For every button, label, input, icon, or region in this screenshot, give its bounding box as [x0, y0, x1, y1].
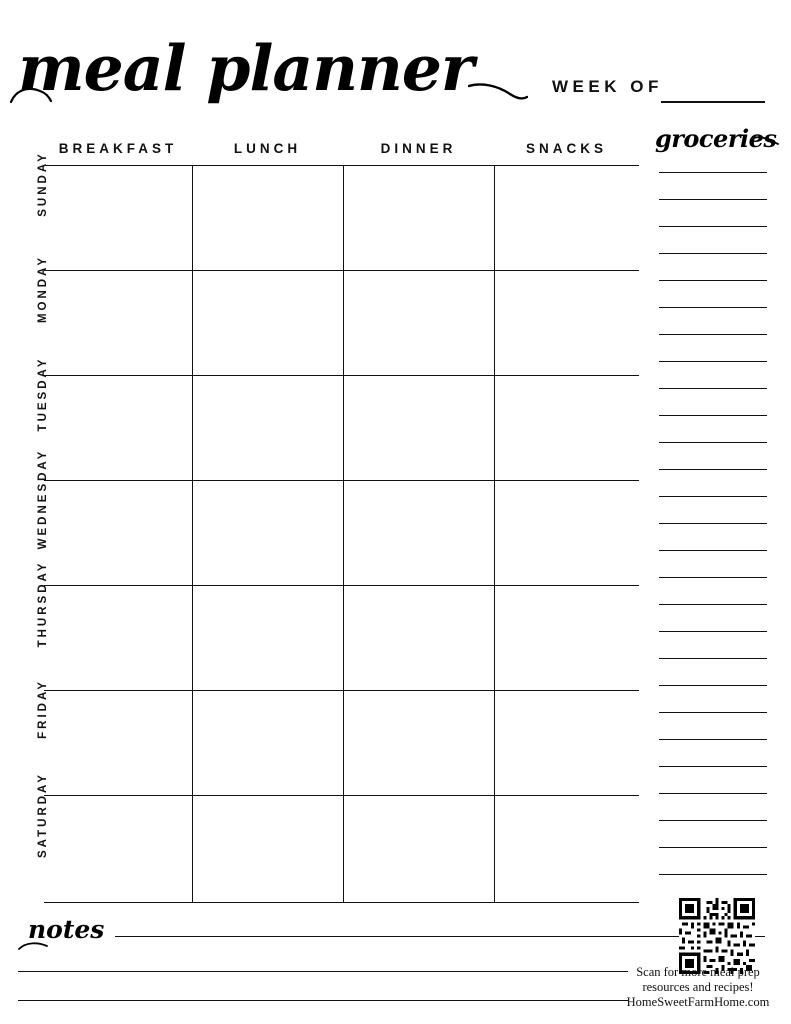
- week-of-label: WEEK OF: [552, 77, 663, 96]
- grocery-line[interactable]: [659, 280, 767, 281]
- cell-wednesday-breakfast[interactable]: [44, 480, 192, 585]
- footer-website: HomeSweetFarmHome.com: [626, 995, 770, 1009]
- grocery-line[interactable]: [659, 253, 767, 254]
- cell-tuesday-breakfast[interactable]: [44, 375, 192, 480]
- grocery-line[interactable]: [659, 496, 767, 497]
- week-of-input[interactable]: [661, 101, 765, 103]
- cell-thursday-snacks[interactable]: [494, 585, 639, 690]
- grocery-line[interactable]: [659, 199, 767, 200]
- day-label-tuesday: TUESDAY: [37, 356, 49, 432]
- title-flourish-right-icon: [468, 80, 528, 104]
- cell-saturday-lunch[interactable]: [192, 795, 343, 902]
- notes-title: notes: [28, 915, 105, 944]
- groceries-title: groceries: [655, 124, 777, 153]
- grocery-line[interactable]: [659, 523, 767, 524]
- cell-wednesday-snacks[interactable]: [494, 480, 639, 585]
- column-header-dinner: DINNER: [380, 141, 457, 156]
- grocery-line[interactable]: [659, 442, 767, 443]
- cell-sunday-dinner[interactable]: [343, 165, 494, 270]
- cell-monday-breakfast[interactable]: [44, 270, 192, 375]
- grocery-line[interactable]: [659, 793, 767, 794]
- day-label-wednesday: WEDNESDAY: [37, 448, 49, 550]
- grocery-line[interactable]: [659, 739, 767, 740]
- notes-flourish-icon: [18, 940, 48, 954]
- cell-sunday-snacks[interactable]: [494, 165, 639, 270]
- footer-caption-line2: resources and recipes!: [642, 980, 754, 994]
- cell-friday-dinner[interactable]: [343, 690, 494, 795]
- grid-bottom-line: [44, 902, 639, 903]
- footer-caption: [607, 965, 789, 1010]
- grocery-line[interactable]: [659, 226, 767, 227]
- grocery-line[interactable]: [659, 361, 767, 362]
- groceries-section: [655, 126, 785, 152]
- groceries-flourish-icon: [753, 134, 779, 148]
- grocery-line[interactable]: [659, 604, 767, 605]
- cell-saturday-dinner[interactable]: [343, 795, 494, 902]
- footer-caption-line1: Scan for more meal prep: [636, 965, 760, 979]
- notes-header-rule: [115, 936, 765, 937]
- meal-grid: [44, 132, 639, 902]
- grocery-line[interactable]: [659, 631, 767, 632]
- grocery-line[interactable]: [659, 307, 767, 308]
- qr-code-icon[interactable]: [679, 898, 755, 974]
- cell-monday-dinner[interactable]: [343, 270, 494, 375]
- day-label-sunday: SUNDAY: [37, 151, 49, 217]
- day-label-thursday: THURSDAY: [37, 560, 49, 648]
- page-title: meal planner: [18, 31, 474, 105]
- day-label-friday: FRIDAY: [37, 679, 49, 739]
- cell-wednesday-lunch[interactable]: [192, 480, 343, 585]
- grocery-line[interactable]: [659, 847, 767, 848]
- notes-line[interactable]: [18, 971, 628, 972]
- grocery-line[interactable]: [659, 820, 767, 821]
- cell-saturday-snacks[interactable]: [494, 795, 639, 902]
- column-header-breakfast: BREAKFAST: [58, 141, 178, 156]
- cell-friday-breakfast[interactable]: [44, 690, 192, 795]
- grocery-line[interactable]: [659, 577, 767, 578]
- cell-tuesday-snacks[interactable]: [494, 375, 639, 480]
- column-header-lunch: LUNCH: [233, 141, 302, 156]
- cell-wednesday-dinner[interactable]: [343, 480, 494, 585]
- cell-friday-lunch[interactable]: [192, 690, 343, 795]
- cell-thursday-breakfast[interactable]: [44, 585, 192, 690]
- grocery-line[interactable]: [659, 388, 767, 389]
- grocery-line[interactable]: [659, 469, 767, 470]
- cell-monday-lunch[interactable]: [192, 270, 343, 375]
- grocery-line[interactable]: [659, 334, 767, 335]
- cell-thursday-dinner[interactable]: [343, 585, 494, 690]
- cell-sunday-lunch[interactable]: [192, 165, 343, 270]
- column-header-snacks: SNACKS: [525, 141, 607, 156]
- page-header: [0, 22, 791, 117]
- grocery-line[interactable]: [659, 685, 767, 686]
- day-label-saturday: SATURDAY: [37, 772, 49, 858]
- cell-friday-snacks[interactable]: [494, 690, 639, 795]
- cell-tuesday-dinner[interactable]: [343, 375, 494, 480]
- cell-sunday-breakfast[interactable]: [44, 165, 192, 270]
- cell-tuesday-lunch[interactable]: [192, 375, 343, 480]
- cell-thursday-lunch[interactable]: [192, 585, 343, 690]
- grocery-line[interactable]: [659, 172, 767, 173]
- grocery-line[interactable]: [659, 766, 767, 767]
- cell-monday-snacks[interactable]: [494, 270, 639, 375]
- grocery-line[interactable]: [659, 874, 767, 875]
- title-flourish-left-icon: [10, 84, 52, 106]
- grocery-line[interactable]: [659, 550, 767, 551]
- notes-line[interactable]: [18, 1000, 628, 1001]
- grocery-line[interactable]: [659, 658, 767, 659]
- day-label-monday: MONDAY: [37, 254, 49, 324]
- grocery-line[interactable]: [659, 712, 767, 713]
- cell-saturday-breakfast[interactable]: [44, 795, 192, 902]
- grocery-line[interactable]: [659, 415, 767, 416]
